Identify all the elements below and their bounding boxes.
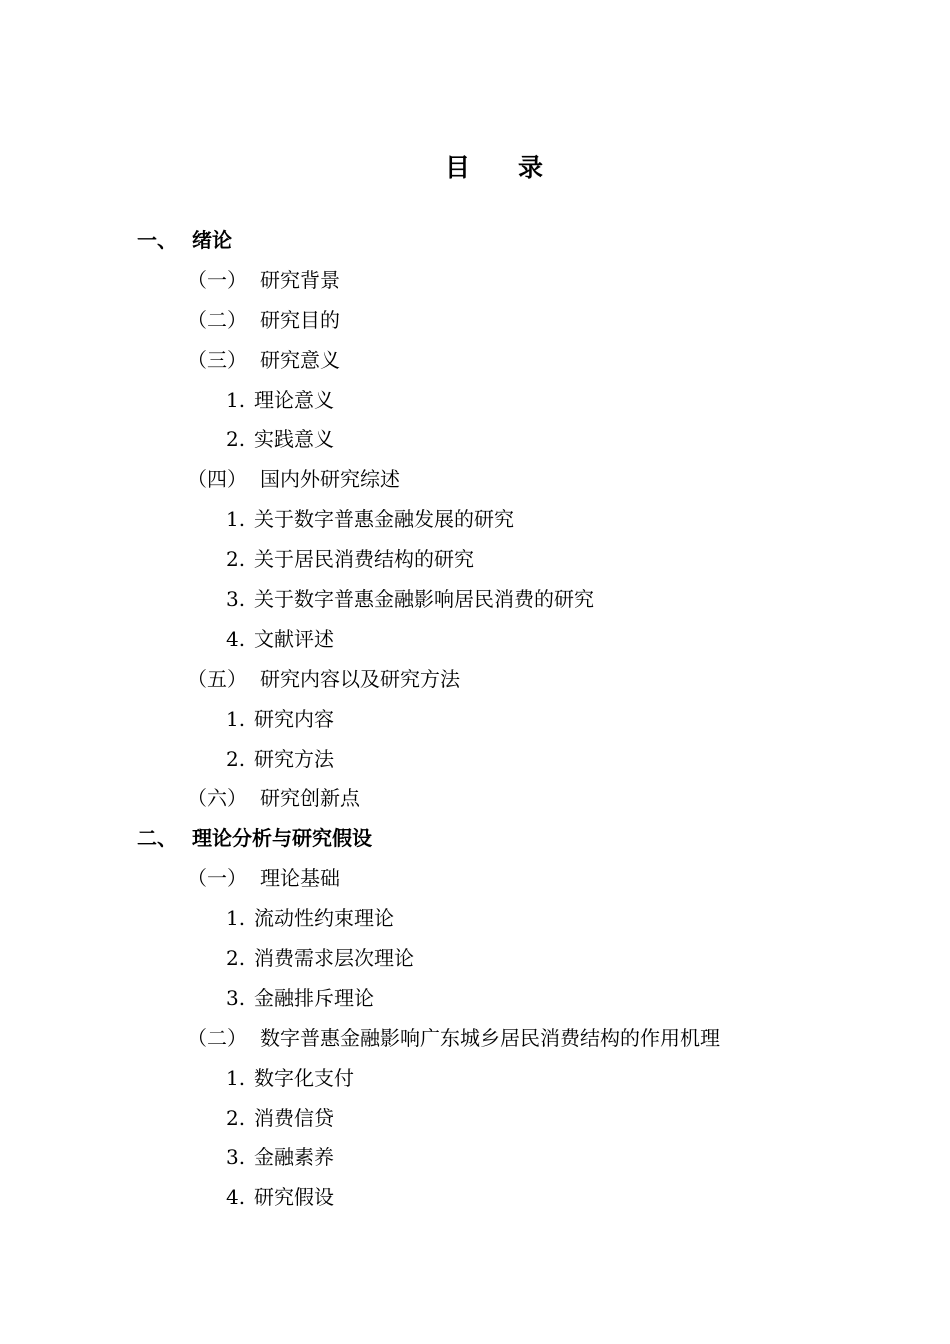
toc-entry-number: 1. (226, 1065, 246, 1090)
toc-entry-level-3[interactable] (0, 979, 950, 1019)
toc-entry-title: 数字化支付 (254, 1065, 354, 1090)
title-char-1: 目 (444, 153, 472, 182)
toc-entry-title: 研究背景 (260, 267, 340, 292)
toc-entry-level-3[interactable] (0, 700, 950, 740)
toc-entry-number: 2. (226, 746, 246, 771)
toc-entry-level-3[interactable] (0, 381, 950, 421)
toc-entry-number: （四） (187, 467, 247, 492)
toc-entry-number: 1. (226, 706, 246, 731)
toc-entry-number: （三） (187, 347, 247, 372)
toc-entry-title: 消费信贷 (254, 1105, 334, 1130)
toc-entry-level-3[interactable] (0, 1138, 950, 1178)
title-char-2: 录 (518, 153, 546, 182)
toc-entry-level-1[interactable] (0, 819, 950, 859)
toc-entry-number: 3. (226, 1145, 246, 1170)
toc-entry-level-3[interactable] (0, 899, 950, 939)
toc-entry-level-2[interactable] (0, 660, 950, 700)
toc-entry-level-2[interactable] (0, 460, 950, 500)
toc-entry-level-2[interactable] (0, 859, 950, 899)
toc-entry-level-3[interactable] (0, 620, 950, 660)
toc-entry-title: 理论分析与研究假设 (192, 826, 372, 851)
toc-entry-level-3[interactable] (0, 1059, 950, 1099)
toc-entry-title: 关于居民消费结构的研究 (254, 547, 474, 572)
toc-entry-number: 4. (226, 626, 246, 651)
toc-entry-number: 4. (226, 1185, 246, 1210)
toc-entry-title: 研究假设 (254, 1185, 334, 1210)
toc-entry-title: 金融素养 (254, 1145, 334, 1170)
toc-entry-number: 1. (226, 906, 246, 931)
toc-entry-level-2[interactable] (0, 261, 950, 301)
toc-entry-level-2[interactable] (0, 779, 950, 819)
toc-entry-level-3[interactable] (0, 540, 950, 580)
toc-entry-number: 二、 (137, 826, 177, 851)
toc-entry-level-3[interactable] (0, 580, 950, 620)
toc-entry-title: 消费需求层次理论 (254, 946, 414, 971)
toc-entry-number: 2. (226, 1105, 246, 1130)
toc-entry-number: （一） (187, 866, 247, 891)
toc-entry-title: 研究内容以及研究方法 (260, 666, 460, 691)
toc-entry-title: 研究方法 (254, 746, 334, 771)
toc-entry-title: 理论基础 (260, 866, 340, 891)
toc-entry-title: 研究意义 (260, 347, 340, 372)
toc-entry-level-3[interactable] (0, 939, 950, 979)
toc-entry-title: 数字普惠金融影响广东城乡居民消费结构的作用机理 (260, 1025, 720, 1050)
toc-entry-title: 关于数字普惠金融发展的研究 (254, 507, 514, 532)
toc-entry-number: （五） (187, 666, 247, 691)
toc-entry-title: 国内外研究综述 (260, 467, 400, 492)
page-title (0, 148, 950, 184)
toc-entry-level-2[interactable] (0, 341, 950, 381)
toc-entry-title: 理论意义 (254, 387, 334, 412)
toc-entry-title: 绪论 (192, 228, 232, 252)
toc-entry-number: （二） (187, 1025, 247, 1050)
toc-entry-number: 1. (226, 507, 246, 532)
toc-entry-number: 3. (226, 985, 246, 1010)
toc-entry-level-2[interactable] (0, 1019, 950, 1059)
toc-entry-title: 实践意义 (254, 427, 334, 452)
toc-entry-number: 1. (226, 387, 246, 412)
toc-entry-number: 一、 (137, 228, 177, 252)
toc-entry-level-1[interactable] (0, 221, 950, 261)
toc-entry-number: 3. (226, 587, 246, 612)
toc-entry-level-3[interactable] (0, 1178, 950, 1218)
toc-entry-level-2[interactable] (0, 301, 950, 341)
toc-entry-level-3[interactable] (0, 1099, 950, 1139)
toc-entry-title: 金融排斥理论 (254, 985, 374, 1010)
toc-entry-level-3[interactable] (0, 500, 950, 540)
toc-entry-title: 研究内容 (254, 706, 334, 731)
toc-entry-number: 2. (226, 427, 246, 452)
table-of-contents (0, 221, 950, 1218)
toc-entry-number: （一） (187, 267, 247, 292)
toc-entry-level-3[interactable] (0, 740, 950, 780)
toc-entry-level-3[interactable] (0, 420, 950, 460)
toc-entry-title: 流动性约束理论 (254, 906, 394, 931)
toc-entry-title: 文献评述 (254, 626, 334, 651)
toc-entry-number: （二） (187, 307, 247, 332)
toc-entry-number: （六） (187, 786, 247, 811)
toc-entry-title: 关于数字普惠金融影响居民消费的研究 (254, 587, 594, 612)
toc-entry-number: 2. (226, 946, 246, 971)
toc-entry-title: 研究目的 (260, 307, 340, 332)
toc-entry-number: 2. (226, 547, 246, 572)
toc-entry-title: 研究创新点 (260, 786, 360, 811)
